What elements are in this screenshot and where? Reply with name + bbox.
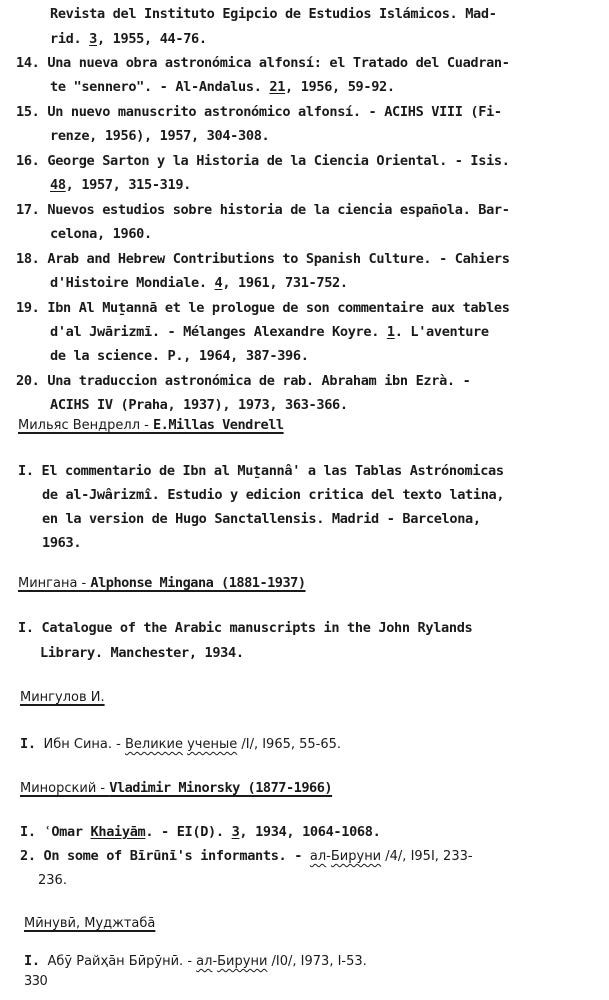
entry-18: 18. Arab and Hebrew Contributions to Spanish Culture. - Cahiers [16,251,510,267]
entry-20: 20. Una traduccion astronómica de rab. Abraham ibn Ezrà. - [16,373,471,389]
page-number: 330 [24,974,48,989]
author-heading-mingulov: Мингулов И. [20,690,105,705]
entry-minorsky-2: 2. On some of Bīrūnī's informants. - ал-Бируни /4/, I95I, 233- [20,848,473,864]
entry-mingana-1: I. Catalogue of the Arabic manuscripts in the John Rylands [18,620,473,636]
text-line: Library. Manchester, 1934. [40,645,244,661]
text-line: de al-Jwârizmî. Estudio y edicion critica del texto latina, [42,487,505,503]
entry-17: 17. Nuevos estudios sobre historia de la ciencia española. Bar- [16,202,510,218]
entry-19: 19. Ibn Al Muṯannā et le prologue de son commentaire aux tables [16,300,510,316]
entry-14: 14. Una nueva obra astronómica alfonsí: el Tratado del Cuadran- [16,55,510,71]
text-line: te "sennero". - Al-Andalus. 21, 1956, 59-92. [50,79,395,95]
text-line: de la science. P., 1964, 387-396. [50,348,309,364]
author-heading-minuvi: Мӣнувӣ, Муджтаба̄ [24,916,156,931]
author-heading-millas: Мильяс Вендрелл - E.Millas Vendrell [18,417,284,433]
text-line: ACIHS IV (Praha, 1937), 1973, 363-366. [50,397,348,413]
text-line: renze, 1956), 1957, 304-308. [50,128,270,144]
text-line: celona, 1960. [50,226,152,242]
entry-15: 15. Un nuevo manuscrito astronómico alfonsí. - ACIHS VIII (Fi- [16,104,502,120]
entry-minuvi-1: I. Абӯ Райҳāн Бӣрӯнӣ. - ал-Бируни /I0/, I973, I-53. [24,953,367,969]
text-line: rid. 3, 1955, 44-76. [50,31,207,47]
author-heading-minorsky: Минорский - Vladimir Minorsky (1877-1966) [20,780,333,796]
entry-mingulov-1: I. Ибн Сина. - Великие ученые /I/, I965, 55-65. [20,736,342,752]
text-line: Revista del Instituto Egipcio de Estudios Islámicos. Mad- [50,6,497,22]
text-line: 48, 1957, 315-319. [50,177,192,193]
text-line: 236. [38,873,67,888]
text-line: d'Histoire Mondiale. 4, 1961, 731-752. [50,275,348,291]
text-line: 1963. [42,535,82,551]
author-heading-mingana: Мингана - Alphonse Mingana (1881-1937) [18,575,306,591]
entry-16: 16. George Sarton y la Historia de la Ciencia Oriental. - Isis. [16,153,510,169]
entry-minorsky-1: I. ʿOmar Khaiyām. - EI(D). 3, 1934, 1064-1068. [20,824,381,840]
text-line: d'al Jwārizmī. - Mélanges Alexandre Koyre. 1. L'aventure [50,324,489,340]
entry-millas-1: I. El commentario de Ibn al Muṯannâ' a las Tablas Astrónomicas [18,463,504,479]
text-line: en la version de Hugo Sanctallensis. Madrid - Barcelona, [42,511,481,527]
